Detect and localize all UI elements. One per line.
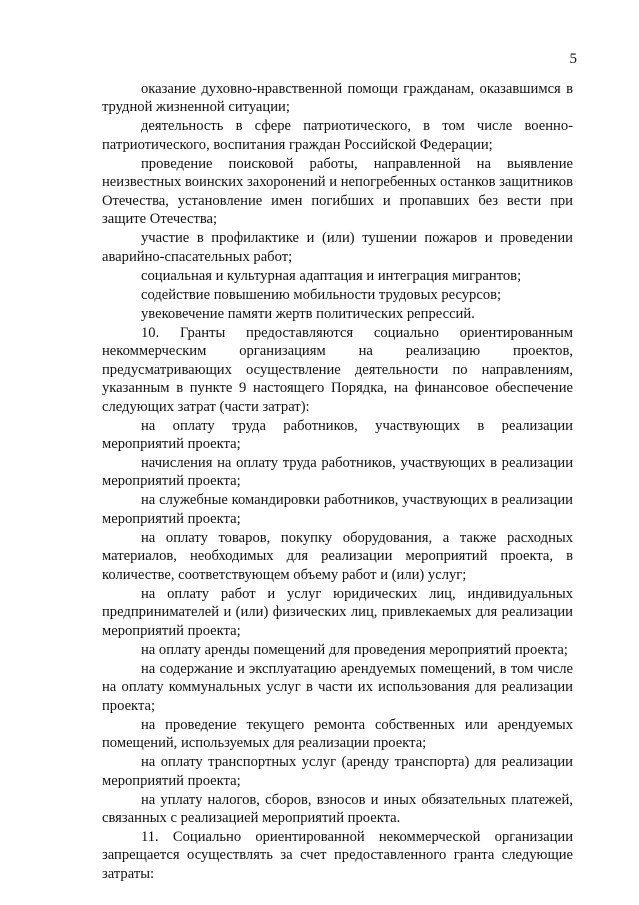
paragraph: социальная и культурная адаптация и интеграция мигрантов; bbox=[141, 267, 522, 284]
paragraph: на оплату товаров, покупку оборудования, а также расходных материалов, необходимых для реализации мероприятий проекта, в количестве, соответствующем объему работ и (или) услуг; bbox=[102, 529, 573, 583]
document-body bbox=[102, 80, 573, 884]
paragraph: на оплату транспортных услуг (аренду транспорта) для реализации мероприятий проекта; bbox=[102, 754, 573, 789]
paragraph: на оплату аренды помещений для проведения мероприятий проекта; bbox=[141, 641, 568, 658]
paragraph: оказание духовно-нравственной помощи гражданам, оказавшимся в трудной жизненной ситуации; bbox=[102, 81, 573, 116]
paragraph: на служебные командировки работников, участвующих в реализации мероприятий проекта; bbox=[102, 492, 573, 527]
page-number: 5 bbox=[569, 51, 577, 67]
paragraph: увековечение памяти жертв политических репрессий. bbox=[141, 305, 475, 322]
paragraph: на оплату труда работников, участвующих в реализации мероприятий проекта; bbox=[102, 417, 573, 452]
paragraph: на проведение текущего ремонта собственных или арендуемых помещений, используемых для реализации проекта; bbox=[102, 716, 573, 752]
paragraph: на содержание и эксплуатацию арендуемых помещений, в том числе на оплату коммунальных услуг в части их использования для реализации проекта; bbox=[102, 660, 573, 714]
paragraph: на оплату работ и услуг юридических лиц, индивидуальных предпринимателей и (или) физических лиц, привлекаемых для реализации мероприятий проекта; bbox=[102, 585, 573, 639]
paragraph: проведение поисковой работы, направленной на выявление неизвестных воинских захоронений и непогребенных останков защитников Отечества, установление имен погибших и пропавших без вести при защите Отечества; bbox=[102, 155, 573, 228]
paragraph: содействие повышению мобильности трудовых ресурсов; bbox=[141, 286, 502, 303]
paragraph: участие в профилактике и (или) тушении пожаров и проведении аварийно-спасательных работ; bbox=[102, 230, 573, 265]
paragraph: начисления на оплату труда работников, участвующих в реализации мероприятий проекта; bbox=[102, 454, 573, 490]
section-11-paragraph: 11. Социально ориентированной некоммерческой организации запрещается осуществлять за счет предоставленного гранта следующие затраты: bbox=[102, 828, 573, 882]
section-10-paragraph: 10. Гранты предоставляются социально ориентированным некоммерческим организациям на реализацию проектов, предусматривающих осуществление деятельности по направлениям, указанным в пункте 9 настоящего Порядка, на финансовое обеспечение следующих затрат (части затрат): bbox=[102, 324, 573, 415]
paragraph: на уплату налогов, сборов, взносов и иных обязательных платежей, связанных с реализацией мероприятий проекта. bbox=[102, 791, 573, 826]
paragraph: деятельность в сфере патриотического, в том числе военно-патриотического, воспитания граждан Российской Федерации; bbox=[102, 118, 573, 153]
